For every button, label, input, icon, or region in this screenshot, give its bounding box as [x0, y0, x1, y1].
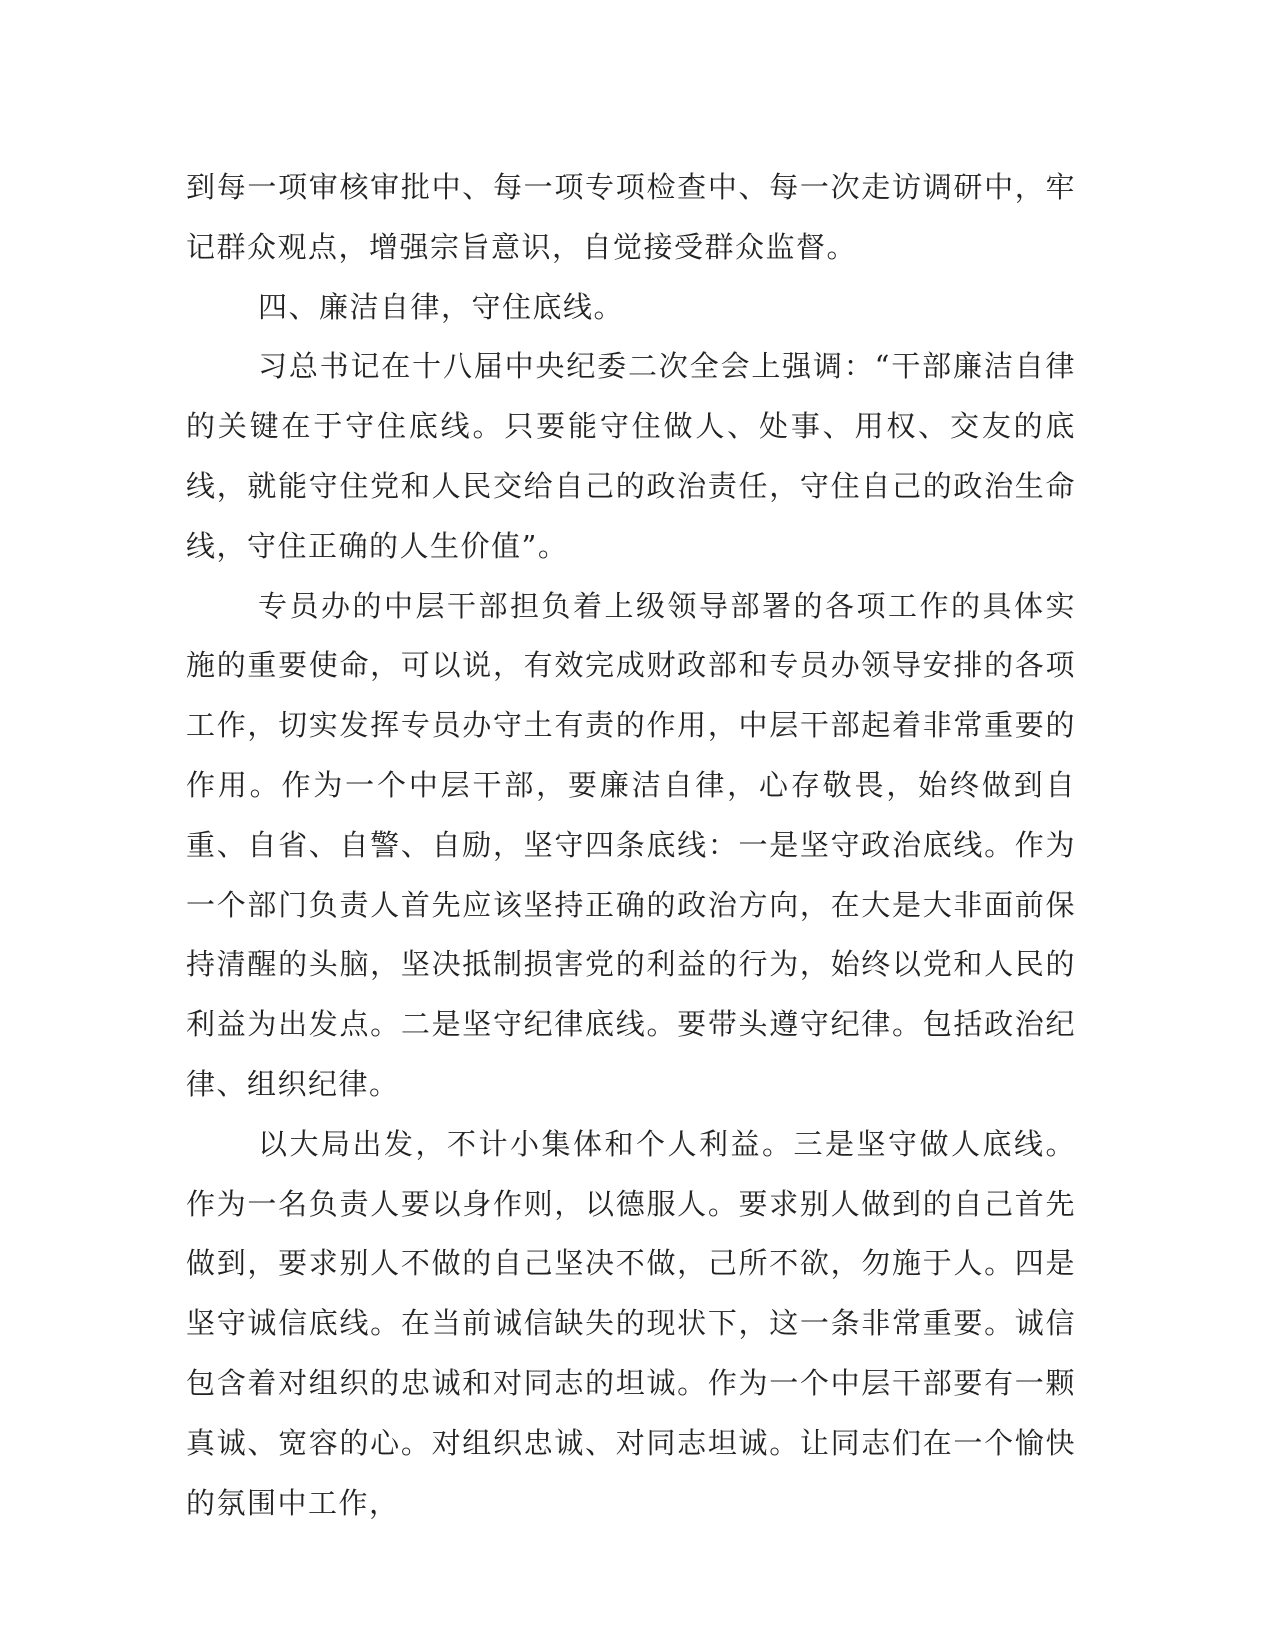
paragraph-four-bottom-lines: 专员办的中层干部担负着上级领导部署的各项工作的具体实施的重要使命，可以说，有效完成财政部和专员办领导安排的各项工作，切实发挥专员办守土有责的作用，中层干部起着非常重要的作用。作为一个中层干部，要廉洁自律，心存敬畏，始终做到自重、自省、自警、自励，坚守四条底线：一是坚守政治底线。作为一个部门负责人首先应该坚持正确的政治方向，在大是大非面前保持清醒的头脑，坚决抵制损害党的利益的行为，始终以党和人民的利益为出发点。二是坚守纪律底线。要带头遵守纪律。包括政治纪律、组织纪律。 — [186, 588, 1076, 1101]
paragraph-integrity: 以大局出发，不计小集体和个人利益。三是坚守做人底线。作为一名负责人要以身作则，以德服人。要求别人做到的自己首先做到，要求别人不做的自己坚决不做，己所不欲，勿施于人。四是坚守诚信底线。在当前诚信缺失的现状下，这一条非常重要。诚信包含着对组织的忠诚和对同志的坦诚。作为一个中层干部要有一颗真诚、宽容的心。对组织忠诚、对同志坦诚。让同志们在一个愉快的氛围中工作， — [186, 1126, 1076, 1520]
paragraph-continuation: 到每一项审核审批中、每一项专项检查中、每一次走访调研中，牢记群众观点，增强宗旨意识，自觉接受群众监督。 — [186, 170, 1076, 264]
section-heading-four: 四、廉洁自律，守住底线。 — [258, 289, 625, 324]
document-body — [186, 158, 1076, 1533]
paragraph-quote: 习总书记在十八届中央纪委二次全会上强调：“干部廉洁自律的关键在于守住底线。只要能守住做人、处事、用权、交友的底线，就能守住党和人民交给自己的政治责任，守住自己的政治生命线，守住正确的人生价值”。 — [186, 349, 1076, 563]
